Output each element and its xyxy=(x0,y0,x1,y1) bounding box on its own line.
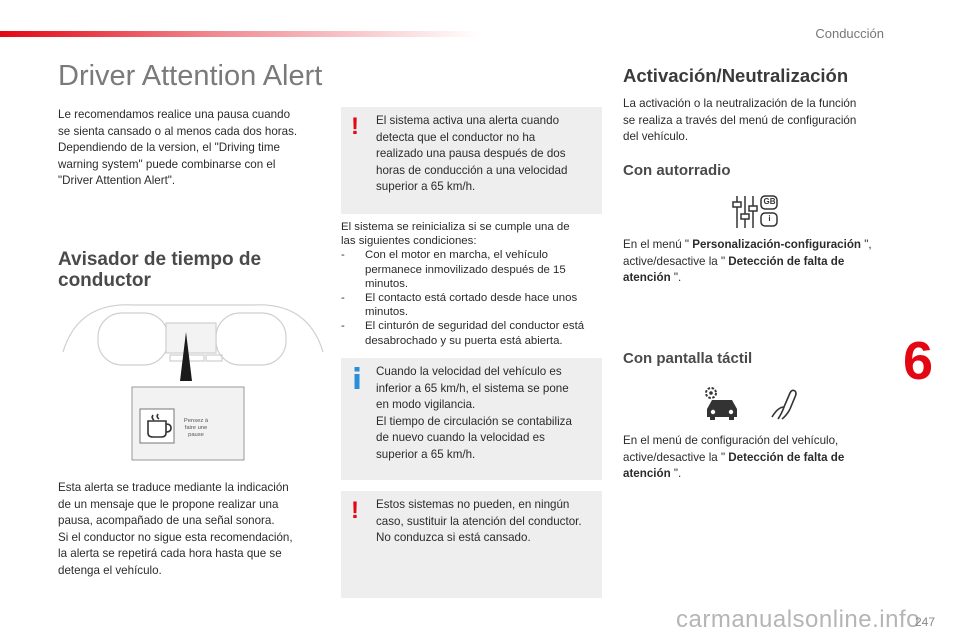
display-message: Pensez à faire une pause xyxy=(183,418,209,438)
hand-touch-drawing xyxy=(770,385,800,421)
activation-heading: Activación/Neutralización xyxy=(623,65,849,86)
touchscreen-heading: Con pantalla táctil xyxy=(623,350,753,367)
avisador-text: Esta alerta se traduce mediante la indicación de un mensaje que le propone realizar una pausa, acompañado de una señal sonora. Si el conductor no sigue esta recomendación, la alerta se repetirá cada hora hasta que se detenga el vehículo. xyxy=(58,481,293,577)
reset-conditions xyxy=(341,220,603,348)
list-item-text: El contacto está cortado desde hace unos minutos. xyxy=(365,292,578,319)
warning-exclamation-icon: ! xyxy=(351,497,359,524)
warning-box-attention xyxy=(341,491,602,598)
settings-sliders-icon xyxy=(731,194,781,230)
list-dash: - xyxy=(341,320,345,333)
autoradio-heading: Con autorradio xyxy=(623,162,731,179)
info-icon xyxy=(353,367,361,389)
page-number: 247 xyxy=(915,615,936,629)
gb-label: GB xyxy=(763,197,776,206)
list-dash: - xyxy=(341,292,345,305)
avisador-heading: Avisador de tiempo de conductor xyxy=(58,249,262,291)
i-label: i xyxy=(768,214,771,223)
touchscreen-text-1: En el menú de configuración del vehículo, active/desactive la " xyxy=(623,434,839,464)
list-item xyxy=(341,319,603,347)
touchscreen-text-2: ". xyxy=(673,467,682,481)
section-header: Conducción xyxy=(815,26,884,41)
chapter-number: 6 xyxy=(903,331,934,391)
activation-text: La activación o la neutralización de la función se realiza a través del menú de configuración del vehículo. xyxy=(623,97,857,144)
instrument-cluster-drawing xyxy=(58,297,328,472)
autoradio-text-3: ". xyxy=(673,271,682,285)
autoradio-text-1: En el menú " xyxy=(623,238,689,251)
autoradio-text xyxy=(623,237,893,287)
list-item-text: El cinturón de seguridad del conductor está desabrochado y su puerta está abierta. xyxy=(365,320,585,347)
warning-exclamation-icon: ! xyxy=(351,113,359,140)
list-item xyxy=(341,291,603,319)
reset-intro: El sistema se reinicializa si se cumple una de las siguientes condiciones: xyxy=(341,221,570,248)
watermark: carmanualsonline.info xyxy=(676,606,920,633)
warning-box-alert xyxy=(341,107,602,214)
warning-box-alert-text: El sistema activa una alerta cuando detecta que el conductor no ha realizado una pausa después de dos horas de conducción a una velocidad superior a 65 km/h. xyxy=(376,114,568,194)
list-item xyxy=(341,248,603,291)
autoradio-text-2: ", active/desactive la " xyxy=(623,238,872,268)
touchscreen-text xyxy=(623,433,893,483)
info-box-text: Cuando la velocidad del vehículo es inferior a 65 km/h, el sistema se pone en modo vigilancia. El tiempo de circulación se contabiliza de nuevo cuando la velocidad es superior a 65 km/h. xyxy=(376,365,572,461)
intro-text: Le recomendamos realice una pausa cuando se sienta cansado o al menos cada dos horas. Dependiendo de la version, el "Driving time warning system" puede combinarse con el "Driver Attention Alert". xyxy=(58,108,298,188)
car-settings-drawing xyxy=(703,385,741,421)
list-dash: - xyxy=(341,249,345,262)
autoradio-menu-name: Personalización-configuración xyxy=(689,238,865,251)
list-item-text: Con el motor en marcha, el vehículo permanece inmovilizado después de 15 minutos. xyxy=(365,249,566,290)
dashboard-illustration xyxy=(58,297,328,472)
hand-touch-icon xyxy=(770,385,800,421)
touchscreen-option-name: Detección de falta de atención xyxy=(623,450,845,481)
warning-box-attention-text: Estos sistemas no pueden, en ningún caso, sustituir la atención del conductor. No conduzca si está cansado. xyxy=(376,498,582,545)
autoradio-option-name: Detección de falta de atención xyxy=(623,254,845,285)
car-settings-icon xyxy=(703,385,741,421)
info-box xyxy=(341,358,602,480)
top-accent-bar xyxy=(0,31,480,37)
page-title: Driver Attention Alert xyxy=(58,60,323,92)
